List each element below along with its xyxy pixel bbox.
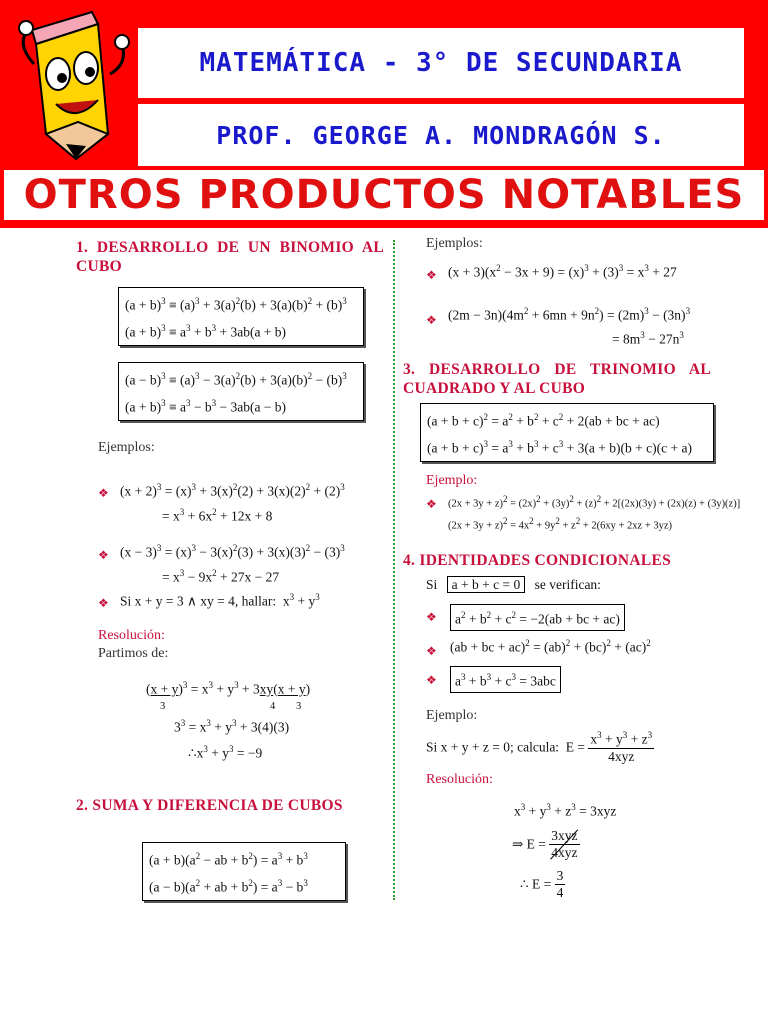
condition-box: a + b + c = 0 xyxy=(447,576,526,593)
example-label: Ejemplo: xyxy=(426,708,478,723)
bullet-icon: ❖ xyxy=(426,673,437,687)
formula-box-trinomial xyxy=(420,403,714,462)
example-1-line1: $(x + 2)^3 = (x)^3 + 3(x)^2(2) + 3(x)(2)^2 + (2)^3$ xyxy=(120,482,345,499)
resolution-line1: $x^3 + y^3 + z^3 = 3xyz$ xyxy=(514,802,617,819)
solution-line2: $3^3 = x^3 + y^3 + 3(4)(3)$ xyxy=(174,718,290,735)
resolution-line3 xyxy=(520,868,565,901)
start-label: Partimos de: xyxy=(98,646,169,661)
section-2-title: 2. SUMA Y DIFERENCIA DE CUBOS xyxy=(76,797,343,814)
section-3-title: 3. DESARROLLO DE TRINOMIO AL CUADRADO Y AL CUBO xyxy=(403,361,711,397)
problem-line: Si x + y + z = 0; calcula: E = $\frac{x^3 + y^3 + z^3}{\text{4xyz}}$ xyxy=(426,730,653,764)
bullet-icon: ❖ xyxy=(426,497,437,511)
resolution-label: Resolución: xyxy=(98,628,165,643)
therefore-label: ∴ E = xyxy=(520,876,552,892)
section-1-title: 1. DESARROLLO DE UN BINOMIO AL CUBO xyxy=(76,239,384,275)
bullet-icon: ❖ xyxy=(98,548,109,562)
fraction-numerator: 3xyz xyxy=(551,828,578,843)
examples-label: Ejemplos: xyxy=(98,440,155,455)
example-trinomial-line2: $(2x + 3y + z)^2 = 4x^2 + 9y^2 + z^2 + 2(6xy + 2xz + 3yz)$ xyxy=(448,516,673,532)
bullet-icon: ❖ xyxy=(426,644,437,658)
formula-line: $(a + b)^3 \equiv (a)^3 + 3(a)^2(b) + 3(a)(b)^2 + (b)^3$ xyxy=(125,296,347,313)
problem-fraction: $\frac{x^3 + y^3 + z^3}{\text{4xyz}}$ xyxy=(590,730,653,764)
pencil-mascot-icon xyxy=(6,4,132,164)
formula-line: $(a + b + c)^2 = a^2 + b^2 + c^2 + 2(ab$ + bc + ac) xyxy=(427,412,660,429)
fraction-denominator: 4xyz xyxy=(551,845,578,860)
underbrace-label: 3 xyxy=(160,701,166,712)
fraction-numerator: 3 xyxy=(556,868,564,883)
formula-box-sum-cube xyxy=(118,287,364,346)
identity-1: $a^2 + b^2 + c^2 = -2(ab$ + bc + ac) xyxy=(450,604,625,631)
formula-line: $(a + b)^3 \equiv a^3 + b^3 + 3ab(a + b)$ xyxy=(125,322,287,339)
bullet-icon: ❖ xyxy=(98,486,109,500)
bullet-icon: ❖ xyxy=(426,313,437,327)
equals-arrow: ⇒ E = xyxy=(512,836,546,852)
page-title: OTROS PRODUCTOS NOTABLES xyxy=(4,170,764,220)
example-cube-sum: $(x + 3)(x^2 - 3x + 9) = (x)^3 + (3)^3 = x^3 + 27$ xyxy=(448,263,677,280)
formula-box-cubes xyxy=(142,842,346,901)
formula-line: $(a + b)^3 \equiv a^3 - b^3 - 3ab(a - b)$ xyxy=(125,397,287,414)
section-4-title: 4. IDENTIDADES CONDICIONALES xyxy=(403,552,672,569)
identity-2: (ab + bc + ac)$^2$ = (ab)$^2$ + (bc)$^2$ + (ac)$^2$ xyxy=(450,638,651,655)
example-label: Ejemplo: xyxy=(426,473,478,488)
resolution-line2 xyxy=(512,828,580,861)
example-2-line1: $(x - 3)^3 = (x)^3 - 3(x)^2(3) + 3(x)(3)^2 - (3)^3$ xyxy=(120,543,345,560)
result-fraction xyxy=(555,868,566,901)
resolution-label: Resolución: xyxy=(426,772,493,787)
verify-label: se verifican: xyxy=(534,577,601,592)
formula-line: $(a - b)(a^2$ + ab + $b^2) = a^3 - b^3$ xyxy=(149,877,308,894)
header-banner xyxy=(0,0,768,228)
example-trinomial-line1: $(2x + 3y + z)^2 = (2x)^2 + (3y)^2 + (z)^2 + 2[(2x)(3y) + (2x)(z) + (3y)(z)]$ xyxy=(448,494,741,510)
condition-line xyxy=(426,577,601,593)
cancel-fraction xyxy=(549,828,579,861)
underbrace-label: 3 xyxy=(296,701,302,712)
bullet-icon: ❖ xyxy=(98,596,109,610)
example-cube-diff-line1: $(2m - 3n)(4m^2 + 6mn + 9n^2) = (2m)^3 - (3n)^3$ xyxy=(448,306,691,323)
formula-box-diff-cube xyxy=(118,362,364,421)
solution-line3: $\therefore x^3 + y^3 = -9$ xyxy=(188,744,263,761)
example-2-line2: = $x^3 - 9x^2 + 27x - 27$ xyxy=(162,568,280,585)
underbrace-label: 4 xyxy=(270,701,276,712)
fraction-denominator: 4 xyxy=(556,885,564,900)
course-title: MATEMÁTICA - 3° DE SECUNDARIA xyxy=(138,28,744,98)
formula-line: $(a - b)^3 \equiv (a)^3 - 3(a)^2(b) + 3(a)(b)^2 - (b)^3$ xyxy=(125,371,347,388)
if-label: Si xyxy=(426,577,438,592)
example-3: Si x + y = 3 ∧ xy = 4, hallar: $x^3 + y^3$ xyxy=(120,592,320,609)
identity-3: $a^3 + b^3 + c^3 = 3abc$ xyxy=(450,666,561,693)
bullet-icon: ❖ xyxy=(426,268,437,282)
formula-line: $(a + b)(a^2$ − ab + $b^2) = a^3 + b^3$ xyxy=(149,851,308,868)
cancel-strike-icon xyxy=(549,828,579,861)
teacher-name: PROF. GEORGE A. MONDRAGÓN S. xyxy=(138,104,744,166)
example-1-line2: = $x^3 + 6x^2 + 12x + 8$ xyxy=(162,507,273,524)
formula-line: $(a + b + c)^3 = a^3 + b^3 + c^3 + 3(a + b)(b + c)(c + a)$ xyxy=(427,438,692,455)
bullet-icon: ❖ xyxy=(426,610,437,624)
examples-label: Ejemplos: xyxy=(426,236,483,251)
solution-line1: $(x + y)^3 = x^3 + y^3 + 3xy(x + y)$ xyxy=(146,680,311,697)
example-cube-diff-line2: = $8m^3 - 27n^3$ xyxy=(612,330,684,347)
column-divider xyxy=(393,240,395,900)
